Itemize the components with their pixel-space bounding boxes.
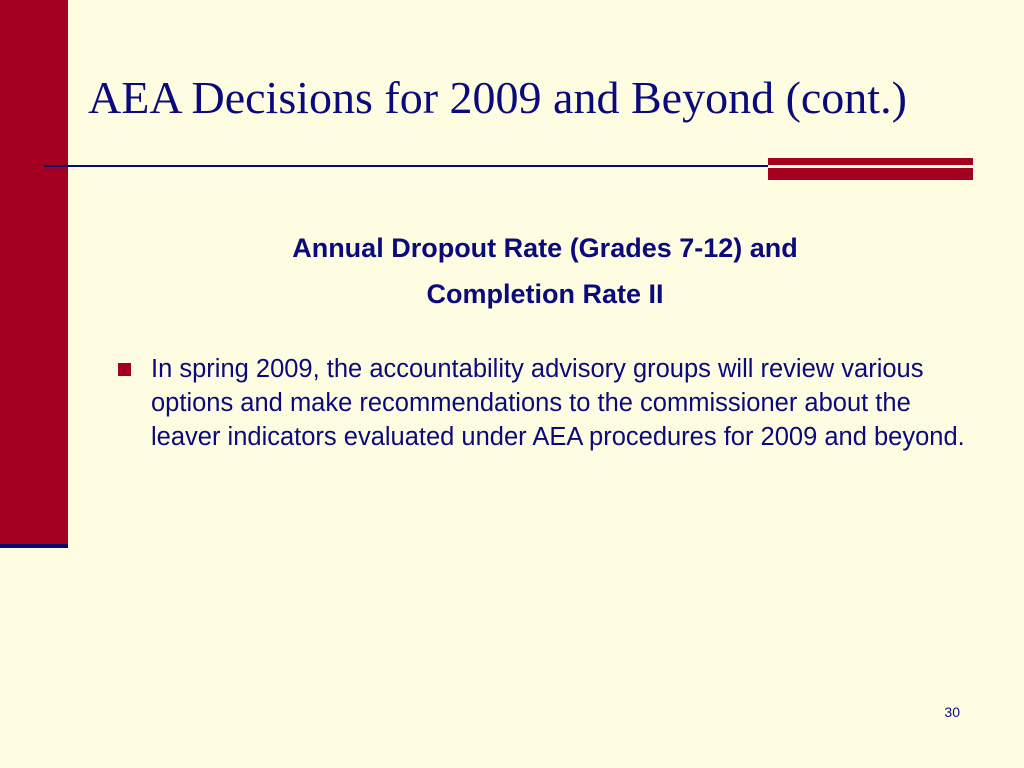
subheading-line-1: Annual Dropout Rate (Grades 7-12) and <box>292 233 798 263</box>
title-divider-line <box>44 165 772 167</box>
title-accent-bar <box>768 158 973 180</box>
title-accent-bar-stripe <box>768 165 973 168</box>
bullet-item <box>116 352 976 454</box>
bullet-text: In spring 2009, the accountability advisory groups will review various options and make recommendations to the commissioner about the leaver indicators evaluated under AEA procedures for 2009 and beyond. <box>151 355 965 451</box>
slide-subheading <box>120 225 970 317</box>
left-accent-bar-underline <box>0 544 68 548</box>
square-bullet-icon <box>118 363 131 376</box>
bullet-list <box>116 352 976 454</box>
subheading-line-2: Completion Rate II <box>426 279 664 309</box>
slide-title: AEA Decisions for 2009 and Beyond (cont.) <box>88 72 907 123</box>
left-accent-bar <box>0 0 68 545</box>
page-number: 30 <box>944 704 960 720</box>
